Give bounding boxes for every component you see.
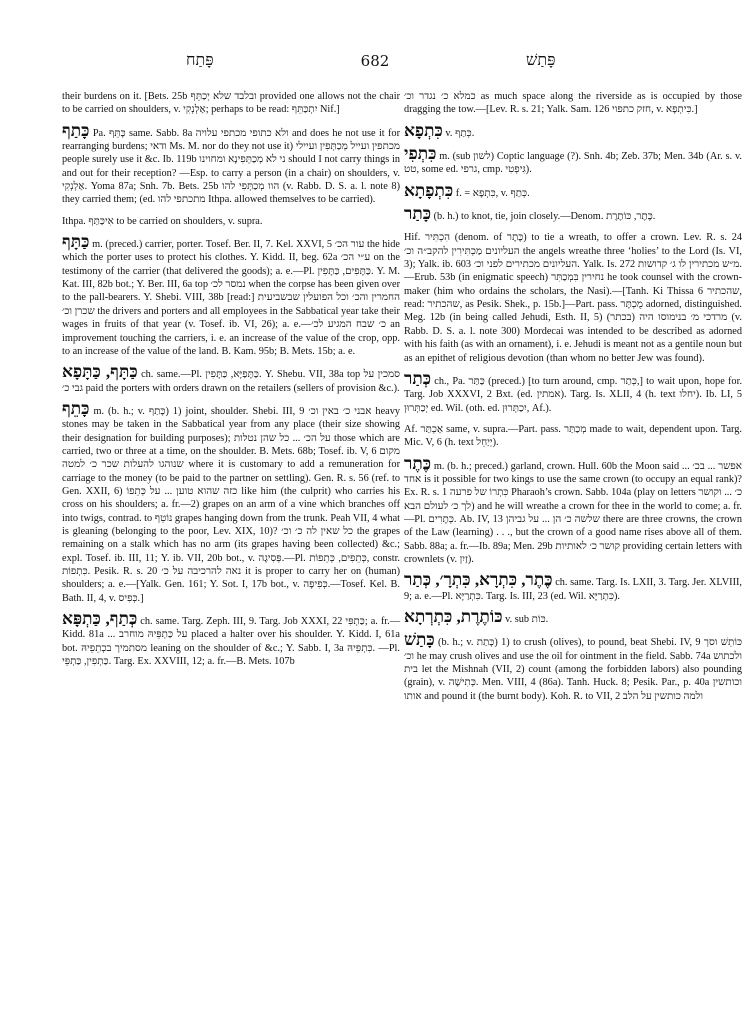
header-left-word: פָּתַח: [186, 50, 214, 69]
entry-headword: כֶּתֶר, כִּתְרָא, כִּתְרָ׳, כְּתַר: [404, 570, 553, 590]
entry-headword: כִּתְפִי: [404, 144, 437, 164]
entry-headword: כָּתַר: [404, 204, 432, 224]
page-header: [0, 48, 750, 76]
right-column: [404, 90, 742, 703]
entry: [404, 453, 743, 567]
entry-text: Hif. הִכְתִּיר (denom. of כֶּתֶר) to tie a wreath, to offer a crown. Lev. R. s. 24 העליונים מַכְתִּירִין להקב״ה וכ׳ the angels wreathe three ‘holies’ to the Lord (Is. VI, 3); Yalk. ib. 603 העליונים מכתירים לפני וכ׳. Yalk. Is. 272 מ״ש מכתירין לו ג׳ קדושות.—Erub. 53b (in enigmatic speech) נחירין בִּמְכַתִּר he took counsel with the crown-maker (him who ordains the scholars, the Nasi).—[Tanh. Ki Thissa 6 שהכתיר, read: שהכתיר, as Pesik. Shek., p. 15b.]—Part. pass. מֻכְתָּר adorned, distinguished. Meg. 12b (in being called Jehudi, Esth. II, 5) מרדכי מ׳ בנימוסו היה (בכתר) (v. Rabb. D. S. a. l. note 300) Mordecai was intended to be described as adorned with his faith (as with an ornament), i. e. Jehudi is meant not as a gentile noun but as an epithet of religious devotion (than whom no better Jew was found).: [404, 232, 743, 364]
entry: [404, 630, 742, 703]
entry-text: Ithpa. אִיכַּתַּף to be carried on shoulders, v. supra.: [62, 215, 263, 227]
entry-text: m. (b. h.; preced.) garland, crown. Hull. 60b the Moon said ... אפשר ... בכ׳ אחד is it possible for two kings to use the same crown (to occupy an equal rank)? Ex. R. s. 1 כִּתְרוֹ של פרעה Pharaoh’s crown. Sabb. 104a (play on letters כ׳ ... וקושר לך כ׳ לעולם הבא) and he will wreathe a crown for thee in the world to come; a. fr.—Pl. כְּתָרִים. Ab. IV, 13 שלשה כ׳ הן ... על גביהן there are three crowns, the crown of the Law (learning) . . ., but the crown of a good name rises above all of them. Sabb. 88a; a. fr.—Ib. 89a; Men. 29b קושר כ׳ לאותיות providing certain letters with crownlets (v. זַיִן).: [404, 460, 743, 565]
entry-text: ch. same.—Pl. כַּתָּפַיָּא, כַּתָּפִין. Y. Shebu. VII, 38a top סמכין על גבי כ׳ paid the porters with orders drawn on the retailers (sellers of provision &c.).: [62, 369, 400, 394]
entry-headword: כּוֹתֶרֶת, כִּתְרְתָא: [404, 607, 503, 626]
entry-headword: כְּתַף, כַּתְפָּא: [62, 609, 138, 629]
entry-headword: כַּתָּף: [62, 232, 90, 252]
entry: [62, 362, 400, 395]
entry-text: (b. h.; v. כָּתַת) 1) to crush (olives), to pound, beat Shebi. IV, 9 כּוֹתֵשׁ וסך וכ׳ he may crush olives and use the oil for ointment in the field. Sabb. 74a ולכתוש בית let the Mishnah (VII, 2) count (among the forbidden labors) also pounding (grain), v. כְּתִישָׁה. Men. VIII, 4 (86a). Tanh. Huck. 8; Pesik. Par., p. 40a וכותשין אותו and pound it (the burnt body). Koh. R. to VII, 2 ולמה כותשין על הלב: [404, 637, 742, 702]
entry-headword: כָּתֵף: [62, 398, 90, 418]
entry-headword: כִּתְפָתָא: [404, 180, 454, 200]
entry: [404, 231, 742, 364]
entry-text: ch. same. Targ. Zeph. III, 9. Targ. Job XXXI, 22 כַּתְפִּי; a. fr.—Kidd. 81a ... על כַּתְפֵּיהּ מוחרב placed a halter over his shoulder. Y. Kidd. I, 61a bot. מסתמיך בכְתֵפֵיהּ leaning on the shoulder of &c.; Y. Sabb. I, 3a כִּתְפֵּיהּ. —Pl. כַּתְפִין, כַּתְפֵּי. Targ. Ex. XXVIII, 12; a. fr.—B. Mets. 107b: [62, 616, 400, 668]
entry: [404, 423, 742, 450]
entry-text: v. sub כּוֹת.: [505, 614, 549, 625]
entry: [404, 120, 742, 140]
entry-headword: כִּתְפָא: [404, 120, 443, 140]
entry: [62, 90, 400, 117]
entry-text: (b. h.) to knot, tie, join closely.—Denom. כֶּתֶר, כּוֹתֶרֶת.: [433, 211, 656, 223]
entry: [404, 607, 742, 626]
entry: [404, 144, 742, 177]
entry-text: ch. same. Targ. Is. LXII, 3. Targ. Jer. XLVIII, 9; a. e.—Pl. כִּתְרַיָּא. Targ. Is. III, 23 (ed. Wil. כִּתְרַיָּא).: [404, 577, 743, 602]
entry: [404, 90, 742, 117]
entry: [62, 215, 400, 228]
entry-text: כמלא כ׳ נגדר וכ׳ as much space along the riverside as is occupied by those dragging the tow.—[Lev. R. s. 21; Yalk. Sam. 126 חזק כתפוי, v. כִּיתְפָא.]: [404, 91, 742, 116]
entry: [62, 120, 401, 207]
entry: [62, 398, 401, 605]
entry: [62, 609, 400, 668]
entry-text: Af. אַכְתַּר same, v. supra.—Part. pass. מְכַתַּר made to wait, dependent upon. Targ. Mic. V, 6 (h. text יְיַחֵל).: [404, 423, 742, 449]
left-column: [62, 90, 400, 668]
page-number: 682: [360, 52, 390, 70]
entry-headword: כְּתַר: [404, 368, 432, 388]
entry: [404, 180, 742, 200]
entry-text: their burdens on it. [Bets. 25b ובלבד שלא יְכַתֵּף provided one allows not the chair to be carried on shoulders, v. אַלְנְקִי; perhaps to be read: יִתְכַּתֵּף Nif.]: [62, 91, 400, 116]
entry-text: f. = כִּתְפָא, v. כְּתַף.: [455, 187, 530, 199]
header-right-word: פָּתַשׁ: [526, 50, 556, 69]
entry-headword: כֶּתֶר: [404, 453, 432, 473]
entry-headword: כַּתָּף, כַּתָּפָא: [62, 362, 138, 382]
entry: [404, 204, 742, 224]
entry-text: m. (b. h.; v. כָּתַף) 1) joint, shoulder. Shebi. III, 9 אבני כ׳ באין וכ׳ heavy stones may be taken in the Sabbatical year from any place (their size showing their designation for building purposes); על הכ׳ ... כל שהן נטלות those which are carried, two or three at a time, on the shoulder. B. Mets. 68b; Tosef. ib. V, 6 מקום שנוהגו להעלות שכר כ׳ למטה where it is customary to add a remuneration for carriage to the money (to be paid to the partner on settling). Gen. R. s. 56 (ref. to Gen. XXII, 6) כזה שהוא טוען ... על כְּתֵפוֹ like him (the culprit) who carries his cross on his shoulders; a. fr.—2) grapes on an arm of a vine which branches off into twigs, contrad. to נוֹטֵף grapes hanging down from the trunk. Peah VII, 4 what is gleaning (belonging to the poor, Lev. XIX, 10)? כל שאין לה כ׳ וכ׳ the grapes remaining on a stalk which has no arm (its grapes having been collected) &c.; expl. Tosef. ib. III, 11; Y. ib. VII, 20b bot., v. פְּסִיגָה.—Pl. כְּתֵפִים, כְּתֵפוֹת, constr. כִּתְפוֹת. Pesik. R. s. 20 נאה להרכיבה על כ׳ it is proper to carry her on (human) shoulders; a. e.—[Yalk. Gen. 161; Y. Sot. I, 17b bot., v. כְּפִיפָה.—Tosef. Kel. B. Bath. II, 4, v. כְּפִיס.]: [62, 405, 401, 604]
entry-text: m. (sub לשון) Coptic language (?). Snh. 4b; Zeb. 37b; Men. 34b (Ar. s. v. טט, some ed. גרפי, cmp. גִּיפְטִי).: [404, 151, 742, 176]
entry-text: ch., Pa. כַּתַּר (preced.) [to turn around, cmp. כְּתַר,] to wait upon, hope for. Targ. Job XXXVI, 2 Bxt. (ed. אמתין). Targ. Is. XLII, 4 (h. text יחלו). Ib. LI, 5 יְכַתְּרוּן ed. Wil. (oth. ed. יִכַתְּרוּן, Af.).: [404, 375, 743, 414]
entry-headword: כָּתַף: [62, 120, 90, 140]
entry-headword: כָּתַשׁ: [404, 630, 435, 650]
entry-text: m. (preced.) carrier, porter. Tosef. Ber. II, 7. Kel. XXVI, 5 עור הכ׳ the hide which the porter uses to protect his clothes. Y. Kidd. II, beg. 62a ע״י הכ׳ on the testimony of the carrier (that delivered the goods); a. e.—Pl. כַּתָּפִים, כַּתָּפִין. Y. M. Kat. III, 82b bot.; Y. Ber. III, 6a top נמסר לכ׳ when the corpse has been given over to the pall-bearers. Y. Shebi. VIII, 38b [read:] החמרין והכ׳ וכל הפועלין שבשביעית שכרן וכ׳ the drivers and porters and all employees in the Sabbatical year take their wages in fruits of that year (v. Tosef. ib. VI, 26); a. e.—כ׳ שבח המגיע לכ׳ an improvement touching the carriers, i. e. an increase of the value of the crop, opp. to an increase of the value of the land. B. Kam. 95b; B. Mets. 15b; a. e.: [62, 239, 401, 357]
entry: [404, 368, 743, 415]
entry-text: v. כְּתַף.: [445, 127, 475, 139]
entry: [62, 232, 401, 358]
entry: [404, 570, 743, 603]
entry-text: Pa. כָּתֵּף same. Sabb. 8a ולא כתופי מכתפי עלויה and does he not use it for rearranging burdens; ודאי Ms. M. nor do they not use it) מכתפין ועייל מְכַתְּפִין ועיילי people surely use it &c. Ib. 119b ני לא מְכַתְּפִינָא ומחוינו should I not carry things in and out for their reception? —Esp. to carry a person (in a chair) on shoulders, v. אַלְנְקִי. Yoma 87a; Snh. 7b. Bets. 25b הוו מְכַתְּפִי להו (v. Rabb. D. S. a. l. note 8) they carried them; (ed. מתכתפי להו Ithpa. allowed themselves to be carried).: [62, 127, 401, 206]
